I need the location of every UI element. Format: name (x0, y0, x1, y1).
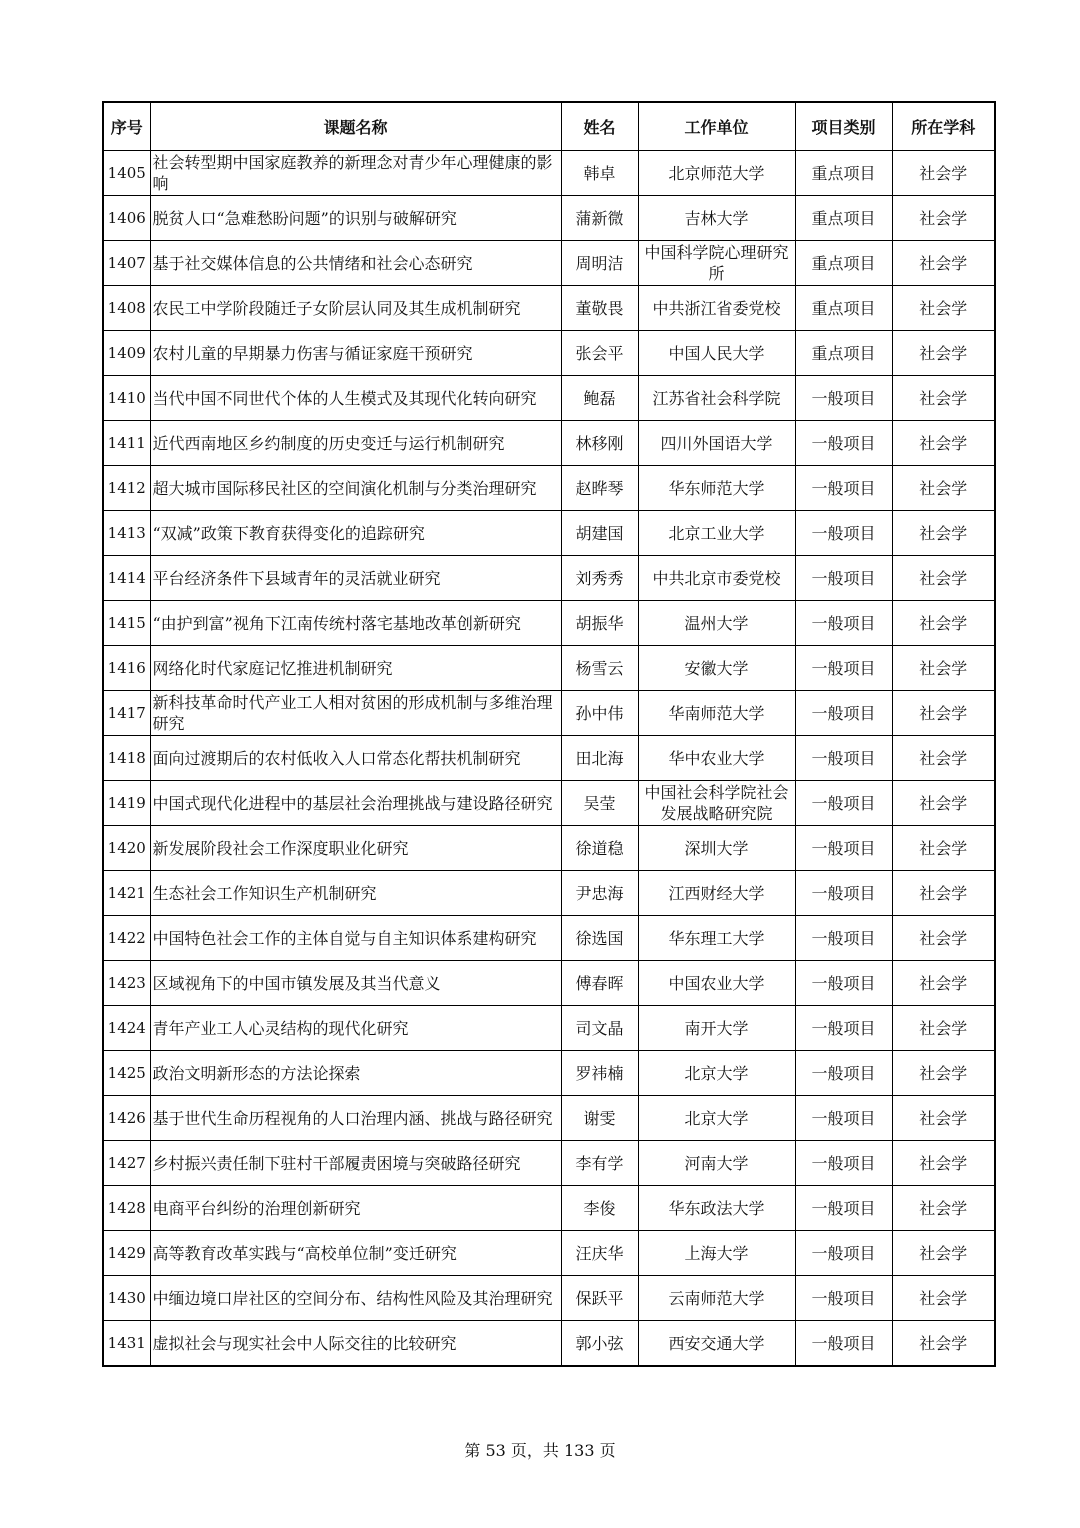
cell-project-title: 社会转型期中国家庭教养的新理念对青少年心理健康的影响 (150, 151, 561, 196)
header-work-unit: 工作单位 (638, 102, 795, 151)
cell-name: 孙中伟 (561, 691, 638, 736)
table-header-row (103, 102, 995, 151)
cell-project-title: 基于社交媒体信息的公共情绪和社会心态研究 (150, 241, 561, 286)
cell-project-title: 中国特色社会工作的主体自觉与自主知识体系建构研究 (150, 916, 561, 961)
cell-project-title: “双减”政策下教育获得变化的追踪研究 (150, 511, 561, 556)
cell-project-title: 政治文明新形态的方法论探索 (150, 1051, 561, 1096)
cell-work-unit: 中国农业大学 (638, 961, 795, 1006)
table-row (103, 691, 995, 736)
cell-serial-number: 1429 (103, 1231, 150, 1276)
cell-name: 吴莹 (561, 781, 638, 826)
project-table-container (102, 101, 994, 1367)
cell-name: 杨雪云 (561, 646, 638, 691)
cell-discipline: 社会学 (892, 376, 995, 421)
cell-serial-number: 1420 (103, 826, 150, 871)
cell-name: 谢雯 (561, 1096, 638, 1141)
project-table (102, 101, 996, 1367)
cell-name: 徐选国 (561, 916, 638, 961)
cell-project-type: 一般项目 (795, 376, 892, 421)
cell-serial-number: 1408 (103, 286, 150, 331)
table-row (103, 376, 995, 421)
table-row (103, 781, 995, 826)
cell-project-type: 重点项目 (795, 331, 892, 376)
cell-discipline: 社会学 (892, 1186, 995, 1231)
cell-serial-number: 1428 (103, 1186, 150, 1231)
cell-name: 尹忠海 (561, 871, 638, 916)
cell-project-type: 一般项目 (795, 646, 892, 691)
cell-serial-number: 1405 (103, 151, 150, 196)
table-row (103, 1186, 995, 1231)
cell-discipline: 社会学 (892, 1141, 995, 1186)
cell-project-title: 当代中国不同世代个体的人生模式及其现代化转向研究 (150, 376, 561, 421)
table-row (103, 196, 995, 241)
cell-serial-number: 1406 (103, 196, 150, 241)
cell-work-unit: 中国科学院心理研究所 (638, 241, 795, 286)
cell-project-type: 一般项目 (795, 1051, 892, 1096)
cell-serial-number: 1421 (103, 871, 150, 916)
table-row (103, 601, 995, 646)
cell-serial-number: 1411 (103, 421, 150, 466)
cell-project-type: 一般项目 (795, 556, 892, 601)
table-row (103, 331, 995, 376)
cell-name: 保跃平 (561, 1276, 638, 1321)
cell-work-unit: 北京工业大学 (638, 511, 795, 556)
cell-discipline: 社会学 (892, 826, 995, 871)
cell-discipline: 社会学 (892, 1006, 995, 1051)
cell-serial-number: 1407 (103, 241, 150, 286)
cell-project-type: 一般项目 (795, 916, 892, 961)
cell-work-unit: 华东理工大学 (638, 916, 795, 961)
cell-work-unit: 河南大学 (638, 1141, 795, 1186)
table-row (103, 511, 995, 556)
cell-serial-number: 1413 (103, 511, 150, 556)
cell-serial-number: 1422 (103, 916, 150, 961)
cell-project-type: 一般项目 (795, 1006, 892, 1051)
table-row (103, 1096, 995, 1141)
cell-project-title: 中缅边境口岸社区的空间分布、结构性风险及其治理研究 (150, 1276, 561, 1321)
cell-serial-number: 1423 (103, 961, 150, 1006)
table-row (103, 871, 995, 916)
cell-discipline: 社会学 (892, 781, 995, 826)
cell-discipline: 社会学 (892, 556, 995, 601)
cell-project-type: 一般项目 (795, 1321, 892, 1367)
header-name: 姓名 (561, 102, 638, 151)
cell-project-title: 面向过渡期后的农村低收入人口常态化帮扶机制研究 (150, 736, 561, 781)
table-row (103, 1006, 995, 1051)
table-body (103, 151, 995, 1367)
cell-name: 林移刚 (561, 421, 638, 466)
cell-name: 韩卓 (561, 151, 638, 196)
cell-serial-number: 1430 (103, 1276, 150, 1321)
cell-project-type: 一般项目 (795, 871, 892, 916)
cell-name: 郭小弦 (561, 1321, 638, 1367)
page-footer: 第 53 页，共 133 页 (464, 1441, 616, 1460)
table-row (103, 286, 995, 331)
cell-project-type: 一般项目 (795, 1231, 892, 1276)
cell-name: 汪庆华 (561, 1231, 638, 1276)
cell-work-unit: 江西财经大学 (638, 871, 795, 916)
cell-project-title: 乡村振兴责任制下驻村干部履责困境与突破路径研究 (150, 1141, 561, 1186)
cell-project-title: 农民工中学阶段随迁子女阶层认同及其生成机制研究 (150, 286, 561, 331)
cell-name: 刘秀秀 (561, 556, 638, 601)
cell-project-type: 一般项目 (795, 466, 892, 511)
cell-name: 李有学 (561, 1141, 638, 1186)
cell-work-unit: 中国社会科学院社会发展战略研究院 (638, 781, 795, 826)
table-row (103, 1141, 995, 1186)
cell-discipline: 社会学 (892, 151, 995, 196)
cell-work-unit: 华南师范大学 (638, 691, 795, 736)
cell-name: 徐道稳 (561, 826, 638, 871)
table-row (103, 1051, 995, 1096)
table-row (103, 151, 995, 196)
cell-serial-number: 1410 (103, 376, 150, 421)
header-project-type: 项目类别 (795, 102, 892, 151)
cell-project-title: 生态社会工作知识生产机制研究 (150, 871, 561, 916)
cell-name: 李俊 (561, 1186, 638, 1231)
cell-work-unit: 吉林大学 (638, 196, 795, 241)
cell-discipline: 社会学 (892, 691, 995, 736)
cell-discipline: 社会学 (892, 1276, 995, 1321)
table-row (103, 916, 995, 961)
table-row (103, 1231, 995, 1276)
cell-name: 蒲新微 (561, 196, 638, 241)
header-discipline: 所在学科 (892, 102, 995, 151)
cell-serial-number: 1426 (103, 1096, 150, 1141)
cell-name: 胡建国 (561, 511, 638, 556)
cell-name: 赵晔琴 (561, 466, 638, 511)
cell-discipline: 社会学 (892, 961, 995, 1006)
cell-discipline: 社会学 (892, 286, 995, 331)
cell-serial-number: 1431 (103, 1321, 150, 1367)
cell-work-unit: 西安交通大学 (638, 1321, 795, 1367)
cell-serial-number: 1409 (103, 331, 150, 376)
cell-work-unit: 南开大学 (638, 1006, 795, 1051)
cell-serial-number: 1412 (103, 466, 150, 511)
cell-name: 罗祎楠 (561, 1051, 638, 1096)
cell-project-type: 一般项目 (795, 421, 892, 466)
cell-project-type: 重点项目 (795, 286, 892, 331)
cell-project-type: 一般项目 (795, 691, 892, 736)
table-row (103, 1276, 995, 1321)
cell-project-type: 重点项目 (795, 241, 892, 286)
cell-name: 董敬畏 (561, 286, 638, 331)
cell-project-type: 一般项目 (795, 736, 892, 781)
cell-project-title: 高等教育改革实践与“高校单位制”变迁研究 (150, 1231, 561, 1276)
cell-project-title: 虚拟社会与现实社会中人际交往的比较研究 (150, 1321, 561, 1367)
cell-discipline: 社会学 (892, 241, 995, 286)
cell-name: 傅春晖 (561, 961, 638, 1006)
cell-work-unit: 安徽大学 (638, 646, 795, 691)
cell-discipline: 社会学 (892, 1231, 995, 1276)
cell-project-title: 农村儿童的早期暴力伤害与循证家庭干预研究 (150, 331, 561, 376)
cell-discipline: 社会学 (892, 646, 995, 691)
cell-work-unit: 华东师范大学 (638, 466, 795, 511)
cell-project-title: 基于世代生命历程视角的人口治理内涵、挑战与路径研究 (150, 1096, 561, 1141)
cell-serial-number: 1419 (103, 781, 150, 826)
cell-name: 田北海 (561, 736, 638, 781)
cell-serial-number: 1418 (103, 736, 150, 781)
cell-discipline: 社会学 (892, 1096, 995, 1141)
cell-work-unit: 中共浙江省委党校 (638, 286, 795, 331)
table-row (103, 646, 995, 691)
cell-project-type: 重点项目 (795, 151, 892, 196)
cell-project-type: 一般项目 (795, 1096, 892, 1141)
table-row (103, 1321, 995, 1367)
cell-serial-number: 1416 (103, 646, 150, 691)
cell-work-unit: 华东政法大学 (638, 1186, 795, 1231)
cell-work-unit: 上海大学 (638, 1231, 795, 1276)
cell-discipline: 社会学 (892, 1051, 995, 1096)
cell-project-title: 超大城市国际移民社区的空间演化机制与分类治理研究 (150, 466, 561, 511)
cell-serial-number: 1424 (103, 1006, 150, 1051)
cell-serial-number: 1417 (103, 691, 150, 736)
cell-discipline: 社会学 (892, 736, 995, 781)
cell-work-unit: 北京大学 (638, 1096, 795, 1141)
cell-project-type: 一般项目 (795, 1276, 892, 1321)
cell-work-unit: 北京大学 (638, 1051, 795, 1096)
cell-project-type: 一般项目 (795, 511, 892, 556)
cell-project-type: 重点项目 (795, 196, 892, 241)
cell-project-title: 青年产业工人心灵结构的现代化研究 (150, 1006, 561, 1051)
cell-project-title: “由护到富”视角下江南传统村落宅基地改革创新研究 (150, 601, 561, 646)
cell-discipline: 社会学 (892, 466, 995, 511)
table-row (103, 826, 995, 871)
table-row (103, 241, 995, 286)
cell-work-unit: 温州大学 (638, 601, 795, 646)
table-row (103, 961, 995, 1006)
cell-project-type: 一般项目 (795, 781, 892, 826)
cell-name: 张会平 (561, 331, 638, 376)
table-row (103, 421, 995, 466)
cell-project-title: 脱贫人口“急难愁盼问题”的识别与破解研究 (150, 196, 561, 241)
header-project-title: 课题名称 (150, 102, 561, 151)
cell-name: 鲍磊 (561, 376, 638, 421)
cell-project-title: 近代西南地区乡约制度的历史变迁与运行机制研究 (150, 421, 561, 466)
header-serial-number: 序号 (103, 102, 150, 151)
cell-work-unit: 四川外国语大学 (638, 421, 795, 466)
cell-discipline: 社会学 (892, 511, 995, 556)
cell-name: 胡振华 (561, 601, 638, 646)
cell-project-title: 新科技革命时代产业工人相对贫困的形成机制与多维治理研究 (150, 691, 561, 736)
cell-discipline: 社会学 (892, 1321, 995, 1367)
cell-project-type: 一般项目 (795, 1186, 892, 1231)
cell-work-unit: 江苏省社会科学院 (638, 376, 795, 421)
cell-discipline: 社会学 (892, 421, 995, 466)
cell-discipline: 社会学 (892, 331, 995, 376)
cell-project-type: 一般项目 (795, 601, 892, 646)
cell-work-unit: 深圳大学 (638, 826, 795, 871)
cell-project-type: 一般项目 (795, 826, 892, 871)
table-row (103, 466, 995, 511)
cell-work-unit: 中共北京市委党校 (638, 556, 795, 601)
cell-project-type: 一般项目 (795, 961, 892, 1006)
cell-project-title: 中国式现代化进程中的基层社会治理挑战与建设路径研究 (150, 781, 561, 826)
cell-project-title: 网络化时代家庭记忆推进机制研究 (150, 646, 561, 691)
table-row (103, 736, 995, 781)
cell-work-unit: 北京师范大学 (638, 151, 795, 196)
cell-work-unit: 云南师范大学 (638, 1276, 795, 1321)
table-row (103, 556, 995, 601)
cell-project-title: 平台经济条件下县域青年的灵活就业研究 (150, 556, 561, 601)
cell-project-type: 一般项目 (795, 1141, 892, 1186)
cell-discipline: 社会学 (892, 601, 995, 646)
cell-discipline: 社会学 (892, 871, 995, 916)
cell-project-title: 电商平台纠纷的治理创新研究 (150, 1186, 561, 1231)
cell-work-unit: 华中农业大学 (638, 736, 795, 781)
cell-serial-number: 1425 (103, 1051, 150, 1096)
cell-project-title: 新发展阶段社会工作深度职业化研究 (150, 826, 561, 871)
cell-project-title: 区域视角下的中国市镇发展及其当代意义 (150, 961, 561, 1006)
cell-name: 周明洁 (561, 241, 638, 286)
cell-name: 司文晶 (561, 1006, 638, 1051)
cell-serial-number: 1427 (103, 1141, 150, 1186)
cell-serial-number: 1414 (103, 556, 150, 601)
cell-discipline: 社会学 (892, 196, 995, 241)
cell-work-unit: 中国人民大学 (638, 331, 795, 376)
cell-discipline: 社会学 (892, 916, 995, 961)
cell-serial-number: 1415 (103, 601, 150, 646)
